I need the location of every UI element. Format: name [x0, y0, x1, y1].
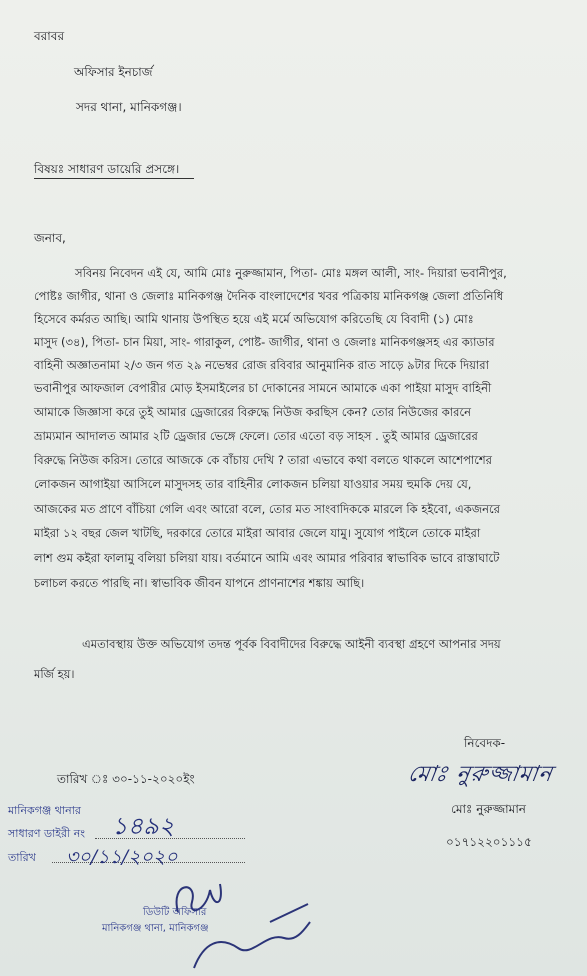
body-line: লোকজন আগাইয়া আসিলে মাসুদসহ তার বাহিনীর লোকজন চলিয়া যাওয়ার সময় হুমকি দেয় যে, — [34, 477, 472, 491]
date-value: ৩০-১১-২০২০ইং — [112, 772, 195, 786]
body-line: আমাকে জিজ্ঞাসা করে তুই আমার ড্রেজারের বিরুদ্ধে নিউজ করছিস কেন? তোর নিউজের কারনে — [34, 405, 471, 419]
body-line: মাইরা ১২ বছর জেল খাটছি, দরকারে তোরে মাইরা আবার জেলে যামু। সুযোগ পাইলে তোকে মাইরা — [34, 526, 481, 540]
gd-number-value: ১৪৯২ — [112, 812, 175, 840]
body-line: ভবানীপুর আফজাল বেপারীর মোড় ইসমাইলের চা দোকানের সামনে আমাকে একা পাইয়া মাসুদ বাহিনী — [34, 381, 492, 395]
closing-line: এমতাবস্থায় উক্ত অভিযোগ তদন্ত পূর্বক বিবাদীদের বিরুদ্ধে আইনী ব্যবস্থা গ্রহণে আপনার সদয় — [82, 637, 501, 651]
subject-line — [34, 161, 179, 177]
subject-text: সাধারণ ডায়েরি প্রসঙ্গে। — [68, 162, 180, 176]
stamp-officer-station: মানিকগঞ্জ থানা, মানিকগঞ্জ — [102, 923, 209, 934]
gd-date-value: ৩০/১১/২০২০ — [66, 846, 178, 868]
addressee-station: সদর থানা, মানিকগঞ্জ। — [76, 100, 182, 114]
closing-line: মর্জি হয়। — [34, 667, 75, 681]
sender-label: নিবেদক- — [464, 736, 506, 750]
stamp-officer-title: ডিউটি অফিসার — [143, 907, 207, 918]
body-line: লাশ গুম কইরা ফালামু বলিয়া চলিয়া যায়। বর্তমানে আমি এবং আমার পরিবার স্বাভাবিক ভাবে রাস্তাঘাটে — [34, 551, 500, 565]
date-line — [57, 771, 195, 787]
date-label: তারিখ ঃ — [57, 772, 113, 786]
body-line: সবিনয় নিবেদন এই যে, আমি মোঃ নুরুজ্জামান, পিতা- মোঃ মঙ্গল আলী, সাং- দিয়ারা ভবানীপুর, — [75, 266, 507, 280]
salutation: জনাব, — [34, 231, 66, 245]
body-line: চলাচল করতে পারছি না। স্বাভাবিক জীবন যাপনে প্রাণনাশের শঙ্কায় আছি। — [34, 576, 365, 590]
body-line: মাসুদ (৩৪), পিতা- চান মিয়া, সাং- গারাকুল, পোষ্ট- জাগীর, থানা ও জেলাঃ মানিকগঞ্জসহ এর ক্যাডার — [34, 335, 495, 349]
body-line: বিরুদ্ধে নিউজ করিস। তোরে আজকে কে বাঁচায় দেখি ? তারা এভাবে কথা বলতে থাকলে আশেপাশের — [34, 453, 492, 467]
applicant-signature: মোঃ নুরুজ্জামান — [406, 762, 555, 787]
stamp-date-label: তারিখ — [8, 851, 36, 864]
stamp-gd-label: সাধারণ ডাইরী নং — [8, 827, 86, 840]
addressee-officer: অফিসার ইনচার্জ — [74, 65, 153, 79]
subject-underline — [34, 178, 194, 179]
sender-phone: ০১৭১২২০১১১৫ — [446, 835, 532, 849]
body-line: আজকের মত প্রাণে বাঁচিয়া গেলি এবং আরো বলে, তোর মত সাংবাদিককে মারলে কি হইবো, একজনরে — [34, 502, 500, 516]
subject-label: বিষয়ঃ — [34, 162, 69, 176]
body-line: ভ্রাম্যমান আদালত আমার ২টি ড্রেজার ভেঙ্গে ফেলে। তোর এতো বড় সাহস . তুই আমার ড্রেজারের — [34, 429, 478, 443]
addressee-to: বরাবর — [34, 29, 65, 43]
body-line: বাহিনী অজ্ঞাতনামা ২/৩ জন গত ২৯ নভেম্বর রোজ রবিবার আনুমানিক রাত সাড়ে ৯টার দিকে দিয়ারা — [34, 358, 489, 372]
body-line: হিসেবে কর্মরত আছি। আমি থানায় উপস্থিত হয়ে এই মর্মে অভিযোগ করিতেছি যে বিবাদী (১) মোঃ — [34, 312, 474, 326]
sender-name: মোঃ নুরুজ্জামান — [451, 802, 526, 816]
stamp-station: মানিকগঞ্জ থানার — [8, 804, 81, 817]
body-line: পোষ্টঃ জাগীর, থানা ও জেলাঃ মানিকগঞ্জ দৈনিক বাংলাদেশের খবর পত্রিকায় মানিকগঞ্জ জেলা প্রতিনিধি — [34, 289, 504, 303]
